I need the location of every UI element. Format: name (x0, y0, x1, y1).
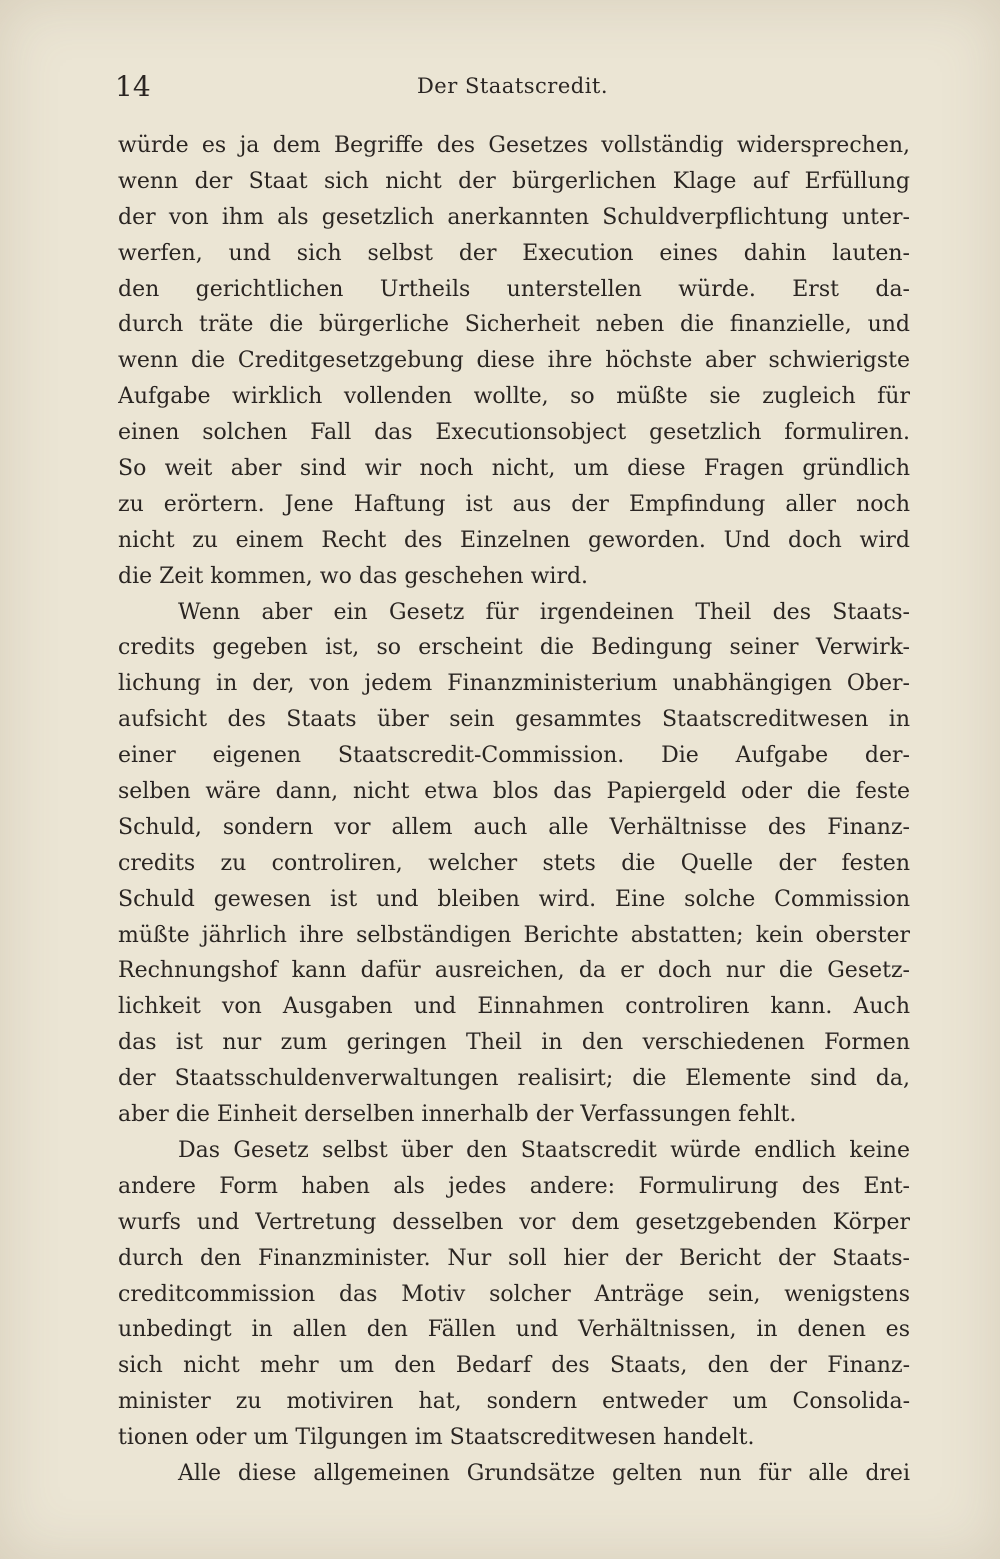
text-line: den gerichtlichen Urtheils unterstellen würde. Erst da- (118, 276, 910, 302)
text-line: einen solchen Fall das Executionsobject gesetzlich formuliren. (118, 420, 910, 446)
text-line: der von ihm als gesetzlich anerkannten Schuldverpflichtung unter- (118, 204, 910, 230)
text-line: Wenn aber ein Gesetz für irgendeinen Theil des Staats- (178, 599, 910, 625)
text-line: So weit aber sind wir noch nicht, um diese Fragen gründlich (118, 456, 910, 482)
text-line: aufsicht des Staats über sein gesammtes Staatscreditwesen in (118, 707, 910, 733)
text-line: werfen, und sich selbst der Execution eines dahin lauten- (118, 240, 910, 266)
text-line: durch den Finanzminister. Nur soll hier der Bericht der Staats- (118, 1245, 910, 1271)
text-line: Das Gesetz selbst über den Staatscredit würde endlich keine (178, 1137, 910, 1163)
text-line: durch träte die bürgerliche Sicherheit neben die finanzielle, und (118, 312, 910, 338)
text-line: wenn der Staat sich nicht der bürgerlichen Klage auf Erfüllung (118, 168, 910, 194)
text-line: selben wäre dann, nicht etwa blos das Papiergeld oder die feste (118, 779, 910, 805)
text-line: credits zu controliren, welcher stets die Quelle der festen (118, 850, 910, 876)
text-line: minister zu motiviren hat, sondern entweder um Consolida- (118, 1389, 910, 1415)
text-line: Aufgabe wirklich vollenden wollte, so müßte sie zugleich für (118, 384, 910, 410)
body-text (118, 128, 910, 1492)
text-line: Schuld gewesen ist und bleiben wird. Eine solche Commission (118, 886, 910, 912)
text-line: tionen oder um Tilgungen im Staatscreditwesen handelt. (118, 1425, 755, 1451)
text-line: Alle diese allgemeinen Grundsätze gelten nun für alle drei (178, 1460, 910, 1486)
text-line: credits gegeben ist, so erscheint die Bedingung seiner Verwirk- (118, 635, 910, 661)
text-line: Rechnungshof kann dafür ausreichen, da er doch nur die Gesetz- (118, 958, 910, 984)
text-line: wurfs und Vertretung desselben vor dem gesetzgebenden Körper (118, 1209, 910, 1235)
text-line: andere Form haben als jedes andere: Formulirung des Ent- (118, 1173, 910, 1199)
text-line: wenn die Creditgesetzgebung diese ihre höchste aber schwierigste (118, 348, 910, 374)
text-line: Schuld, sondern vor allem auch alle Verhältnisse des Finanz- (118, 814, 910, 840)
text-line: das ist nur zum geringen Theil in den verschiedenen Formen (118, 1030, 910, 1056)
text-line: unbedingt in allen den Fällen und Verhältnissen, in denen es (118, 1317, 910, 1343)
page-header (115, 70, 910, 110)
text-line: nicht zu einem Recht des Einzelnen geworden. Und doch wird (118, 527, 910, 553)
text-line: sich nicht mehr um den Bedarf des Staats, den der Finanz- (118, 1353, 910, 1379)
text-line: creditcommission das Motiv solcher Anträge sein, wenigstens (118, 1281, 910, 1307)
text-line: der Staatsschuldenverwaltungen realisirt; die Elemente sind da, (118, 1066, 910, 1092)
text-line: die Zeit kommen, wo das geschehen wird. (118, 563, 589, 589)
page-number: 14 (115, 70, 151, 103)
running-title: Der Staatscredit. (416, 74, 609, 98)
text-line: lichkeit von Ausgaben und Einnahmen controliren kann. Auch (118, 994, 910, 1020)
text-line: lichung in der, von jedem Finanzministerium unabhängigen Ober- (118, 671, 910, 697)
text-line: zu erörtern. Jene Haftung ist aus der Empfindung aller noch (118, 491, 910, 517)
text-line: müßte jährlich ihre selbständigen Berichte abstatten; kein oberster (118, 922, 910, 948)
text-line: aber die Einheit derselben innerhalb der Verfassungen fehlt. (118, 1102, 797, 1128)
text-line: würde es ja dem Begriffe des Gesetzes vollständig widersprechen, (118, 133, 910, 158)
text-line: einer eigenen Staatscredit-Commission. Die Aufgabe der- (118, 743, 910, 769)
